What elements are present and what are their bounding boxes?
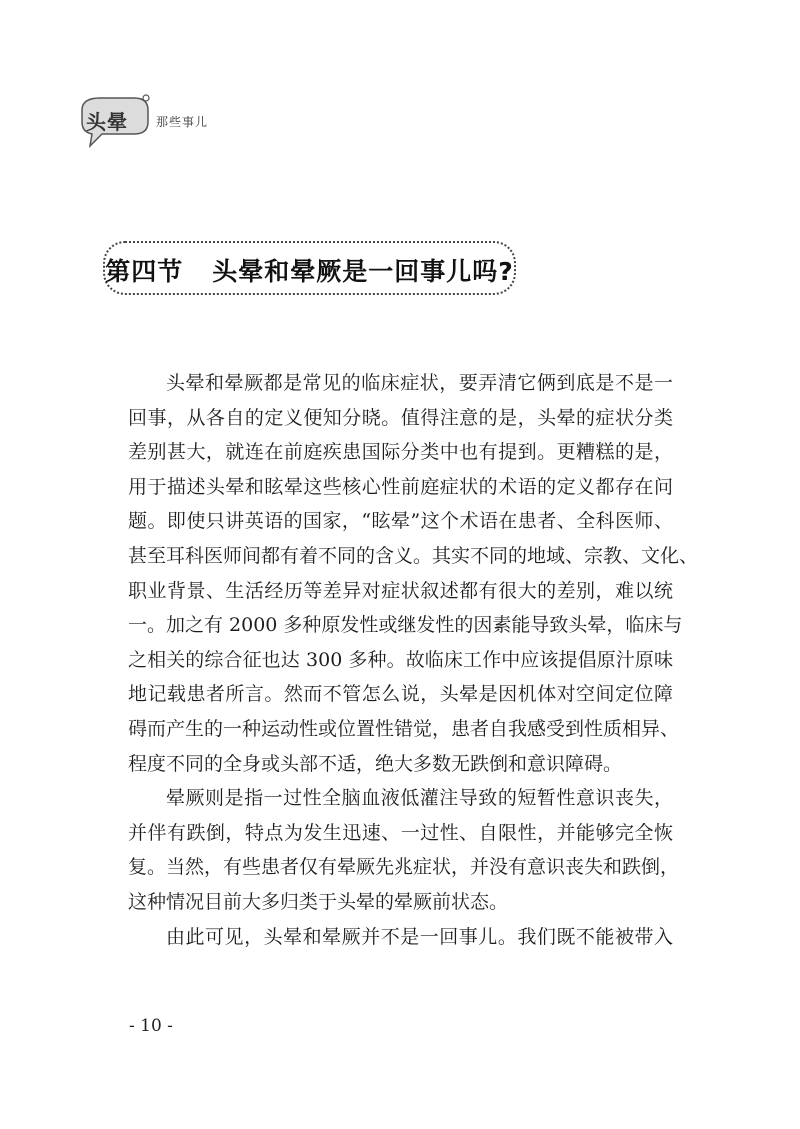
body-text [128, 366, 699, 954]
text-line: 差别甚大，就连在前庭疾患国际分类中也有提到。更糟糕的是， [128, 441, 673, 464]
text-line: 题。即使只讲英语的国家，“眩晕”这个术语在患者、全科医师、 [128, 510, 673, 533]
text-line: 晕厥则是指一过性全脑血液低灌注导致的短暂性意识丧失， [166, 787, 673, 810]
logo-main-text: 头晕 [86, 110, 128, 134]
page-number: - 10 - [129, 1016, 173, 1036]
text-line: 一。加之有 2000 多种原发性或继发性的因素能导致头晕，临床与 [128, 614, 683, 637]
header-logo [76, 92, 236, 152]
text-line: 复。当然，有些患者仅有晕厥先兆症状，并没有意识丧失和跌倒， [128, 856, 680, 879]
logo-sub-text: 那些事儿 [156, 115, 209, 129]
text-line: 用于描述头晕和眩晕这些核心性前庭症状的术语的定义都存在问 [128, 475, 673, 498]
text-line: 职业背景、生活经历等差异对症状叙述都有很大的差别，难以统 [128, 579, 673, 602]
text-line: 这种情况目前大多归类于头晕的晕厥前状态。 [128, 890, 509, 913]
text-line: 并伴有跌倒，特点为发生迅速、一过性、自限性，并能够完全恢 [128, 821, 673, 844]
text-line: 地记载患者所言。然而不管怎么说，头晕是因机体对空间定位障 [128, 683, 673, 706]
section-title: 第四节 头晕和晕厥是一回事儿吗? [105, 257, 514, 286]
text-line: 回事，从各自的定义便知分晓。值得注意的是，头晕的症状分类 [128, 406, 673, 429]
text-line: 程度不同的全身或头部不适，绝大多数无跌倒和意识障碍。 [128, 752, 623, 775]
section-title-box [103, 241, 516, 295]
text-line: 甚至耳科医师间都有着不同的含义。其实不同的地域、宗教、文化、 [128, 544, 699, 567]
text-line: 头晕和晕厥都是常见的临床症状，要弄清它俩到底是不是一 [166, 372, 673, 394]
text-line: 碍而产生的一种运动性或位置性错觉，患者自我感受到性质相异、 [128, 717, 680, 740]
text-line: 之相关的综合征也达 300 多种。故临床工作中应该提倡原汁原味 [128, 648, 673, 671]
text-line: 由此可见，头晕和晕厥并不是一回事儿。我们既不能被带入 [166, 925, 673, 948]
